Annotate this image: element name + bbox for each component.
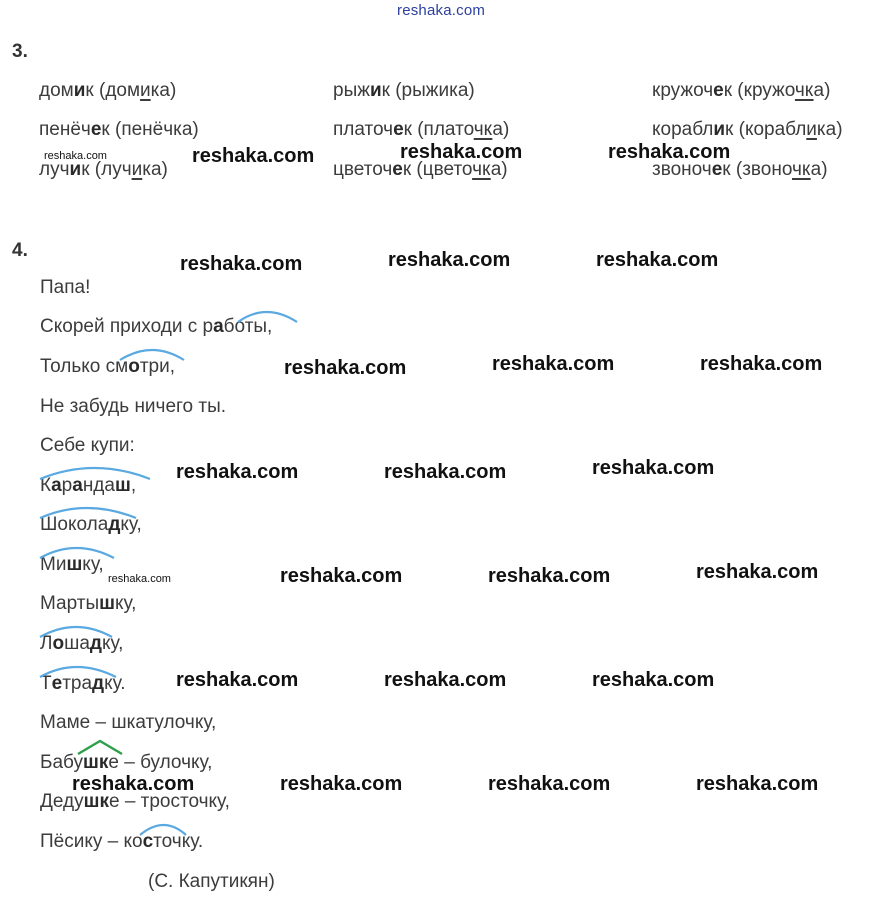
word-pair: кораблик (кораблика) [652, 119, 843, 140]
word-pair: лучик (лучика) [39, 159, 168, 180]
watermark: reshaka.com [284, 357, 407, 379]
watermark: reshaka.com [280, 773, 403, 795]
watermark: reshaka.com [176, 669, 299, 691]
watermark: reshaka.com [492, 353, 615, 375]
poem-line: Пёсику – косточку. [40, 831, 204, 852]
poem-line: Шоколадку, [40, 514, 142, 535]
watermark: reshaka.com [44, 150, 107, 162]
watermark: reshaka.com [592, 457, 715, 479]
task-3-number: 3. [12, 41, 28, 62]
word-pair: пенёчек (пенёчка) [39, 119, 199, 140]
poem-line: Себе купи: [40, 435, 135, 456]
watermark: reshaka.com [384, 461, 507, 483]
word-pair: звоночек (звоночка) [652, 159, 828, 180]
watermark: reshaka.com [400, 141, 523, 163]
poem-line: Мартышку, [40, 593, 137, 614]
poem-line: Не забудь ничего ты. [40, 396, 227, 417]
watermark: reshaka.com [388, 249, 511, 271]
word-pair: рыжик (рыжика) [333, 80, 475, 101]
poem-line: Скорей приходи с работы, [40, 316, 273, 337]
poem-line: Только смотри, [40, 356, 175, 377]
watermark: reshaka.com [384, 669, 507, 691]
poem-line: Маме – шкатулочку, [40, 712, 217, 733]
watermark: reshaka.com [180, 253, 303, 275]
word-pair: домик (домика) [39, 80, 177, 101]
poem-line: Мишку, [40, 554, 104, 575]
task-4-number: 4. [12, 240, 28, 261]
watermark: reshaka.com [280, 565, 403, 587]
watermark: reshaka.com [108, 573, 171, 585]
word-pair: кружочек (кружочка) [652, 80, 831, 101]
watermark: reshaka.com [592, 669, 715, 691]
word-pair: цветочек (цветочка) [333, 159, 508, 180]
watermark: reshaka.com [700, 353, 823, 375]
watermark: reshaka.com [488, 773, 611, 795]
poem-line: Карандаш, [40, 475, 137, 496]
watermark: reshaka.com [696, 561, 819, 583]
watermark: reshaka.com [596, 249, 719, 271]
site-header[interactable]: reshaka.com [397, 2, 486, 19]
word-pair: платочек (платочка) [333, 119, 510, 140]
watermark: reshaka.com [696, 773, 819, 795]
poem-line: Тетрадку. [40, 673, 126, 694]
watermark: reshaka.com [192, 145, 315, 167]
poem-line: Бабушке – булочку, [40, 752, 213, 773]
poem-line: Дедушке – тросточку, [40, 791, 230, 812]
poem-author: (С. Капутикян) [148, 871, 275, 892]
poem-line: Лошадку, [40, 633, 124, 654]
watermark: reshaka.com [608, 141, 731, 163]
poem-line: Папа! [40, 277, 91, 298]
watermark: reshaka.com [176, 461, 299, 483]
watermark: reshaka.com [72, 773, 195, 795]
watermark: reshaka.com [488, 565, 611, 587]
